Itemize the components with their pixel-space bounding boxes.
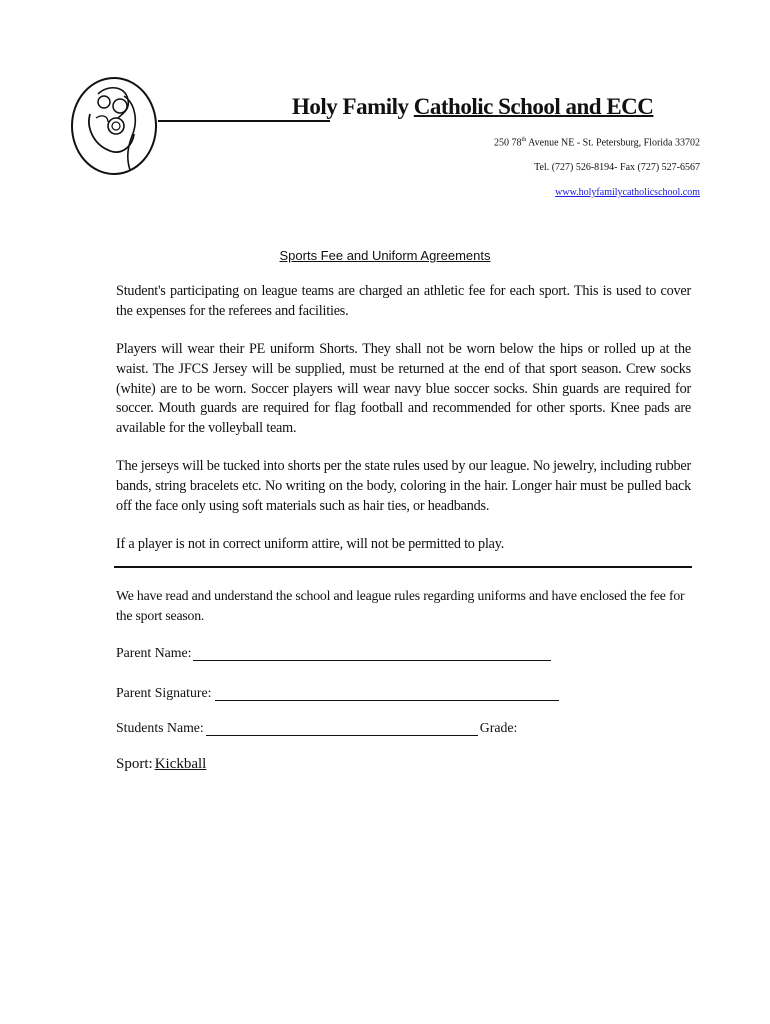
parent-signature-label: Parent Signature: — [116, 685, 212, 700]
address-rest: Avenue NE - St. Petersburg, Florida 33702 — [526, 137, 700, 149]
sport-field — [116, 756, 206, 773]
fee-paragraph: Student's participating on league teams are charged an athletic fee for each sport. This is used to cover the expenses for the referees and facilities. — [116, 283, 691, 319]
uniform-paragraph: Players will wear their PE uniform Shorts. They shall not be worn below the hips or rolled up at the waist. The JFCS Jersey will be supplied, must be returned at the end of that sport season. Crew socks (white) are to be worn. Soccer players will wear navy blue soccer socks. Shin guards are required for soccer. Mouth guards are required for flag football and recommended for other sports. Knee pads are available for the volleyball team. — [116, 341, 691, 437]
document-title: Sports Fee and Uniform Agreements — [279, 248, 491, 263]
acknowledgement-text: We have read and understand the school and league rules regarding uniforms and have enclosed the fee for the sport season. — [116, 588, 685, 623]
parent-name-input[interactable] — [193, 648, 551, 661]
sport-value[interactable]: Kickball — [154, 756, 207, 772]
school-logo — [68, 74, 160, 178]
parent-name-field — [116, 645, 551, 661]
jersey-paragraph: The jerseys will be tucked into shorts per the state rules used by our league. No jewelry, including rubber bands, string bracelets etc. No writing on the body, coloring in the hair. Longer hair must be pulled back off the face only using soft materials such as hair ties, or headbands. — [116, 458, 691, 514]
student-name-label: Students Name: — [116, 720, 204, 735]
school-website — [555, 187, 700, 198]
parent-name-label: Parent Name: — [116, 645, 192, 660]
address-sup: th — [521, 137, 527, 143]
website-link[interactable]: www.holyfamilycatholicschool.com — [555, 187, 700, 198]
attire-paragraph: If a player is not in correct uniform attire, will not be permitted to play. — [116, 536, 505, 552]
student-name-field — [116, 720, 517, 736]
school-phone: Tel. (727) 526-8194- Fax (727) 527-6567 — [534, 162, 700, 173]
address-number: 250 78 — [494, 137, 522, 149]
parent-signature-input[interactable] — [215, 688, 559, 701]
grade-label: Grade: — [479, 720, 518, 735]
header-rule — [158, 120, 330, 122]
school-name-part1: Holy Family — [292, 94, 409, 119]
parent-signature-field — [116, 685, 559, 701]
sport-label: Sport: — [116, 756, 153, 772]
student-name-input[interactable] — [206, 723, 478, 736]
school-address — [494, 137, 700, 148]
school-name — [292, 94, 653, 120]
holy-family-logo-icon — [68, 74, 160, 178]
school-name-part2: Catholic School and ECC — [413, 94, 654, 119]
section-divider — [114, 566, 692, 568]
